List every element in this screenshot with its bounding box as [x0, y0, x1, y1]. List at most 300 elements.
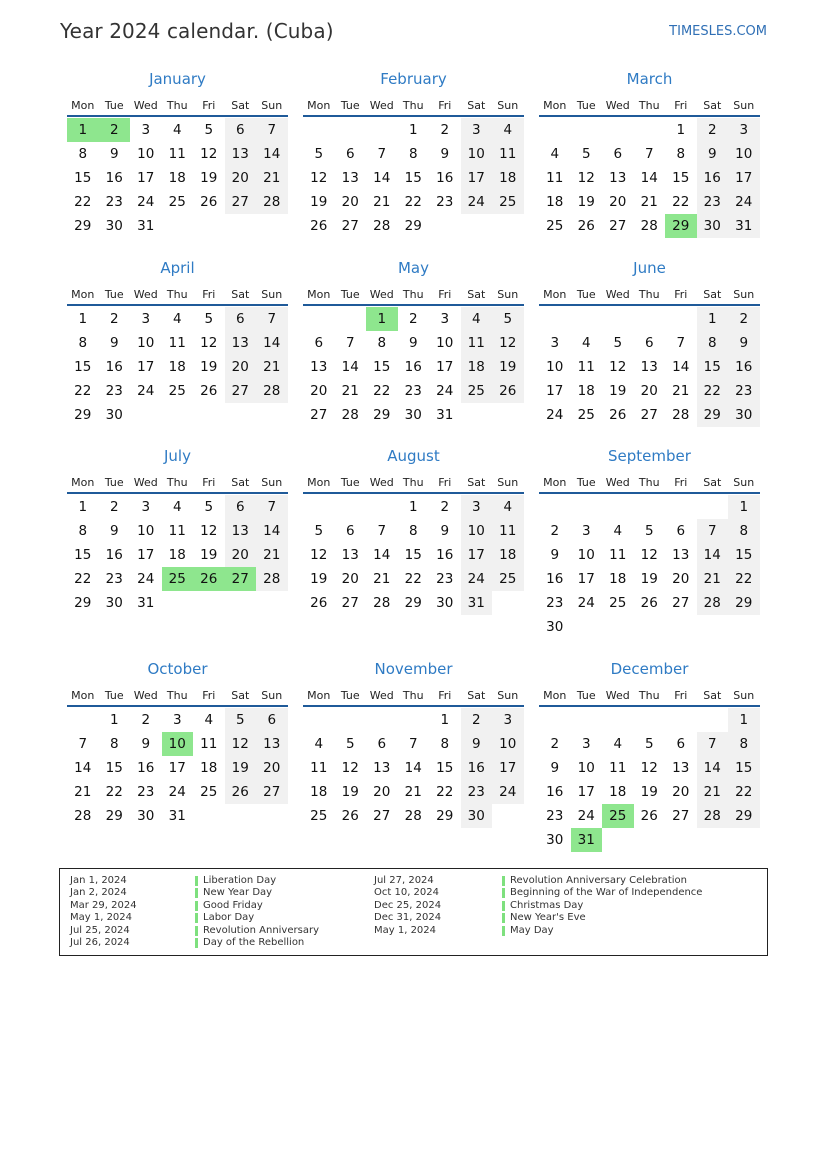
month-name: February — [380, 70, 447, 88]
day-cell: 30 — [697, 214, 729, 238]
day-cell: 24 — [577, 808, 595, 824]
weekday-label: Thu — [402, 288, 424, 301]
day-cell: 21 — [256, 166, 288, 190]
day-cell: 14 — [341, 359, 359, 375]
month-name: April — [160, 259, 195, 277]
day-cell: 27 — [672, 808, 690, 824]
day-cell: 16 — [697, 166, 729, 190]
weekday-label: Fri — [202, 288, 216, 301]
weekday-label: Thu — [166, 288, 188, 301]
day-cell: 24 — [436, 383, 454, 399]
day-cell: 8 — [408, 146, 418, 162]
weekday-label: Wed — [369, 476, 394, 489]
day-cell: 13 — [225, 331, 257, 355]
day-cell: 28 — [373, 218, 391, 234]
day-cell: 20 — [225, 166, 257, 190]
day-cell: 13 — [672, 760, 690, 776]
day-cell: 5 — [314, 146, 324, 162]
day-cell: 19 — [609, 383, 627, 399]
day-cell: 4 — [172, 122, 182, 138]
weekday-label: Sun — [733, 99, 755, 112]
day-cell: 6 — [256, 708, 288, 732]
weekday-label: Mon — [543, 288, 567, 301]
day-cell: 11 — [168, 523, 186, 539]
day-cell: 22 — [105, 784, 123, 800]
day-cell: 2 — [550, 523, 560, 539]
day-cell: 15 — [436, 760, 454, 776]
day-cell: 28 — [256, 379, 288, 403]
weekday-label: Sat — [467, 476, 486, 489]
day-cell: 6 — [314, 335, 324, 351]
legend-holiday-name: New Year's Eve — [502, 912, 702, 924]
weekday-label: Sat — [231, 476, 250, 489]
day-cell: 18 — [310, 784, 328, 800]
day-cell: 20 — [609, 194, 627, 210]
day-cell: 17 — [461, 166, 493, 190]
day-cell: 18 — [609, 571, 627, 587]
day-cell: 18 — [546, 194, 564, 210]
day-cell: 9 — [461, 732, 493, 756]
day-cell: 16 — [436, 547, 454, 563]
day-cell: 12 — [310, 170, 328, 186]
day-cell: 10 — [436, 335, 454, 351]
day-cell: 21 — [640, 194, 658, 210]
day-cell: 15 — [697, 355, 729, 379]
day-cell: 14 — [640, 170, 658, 186]
weekday-label: Thu — [638, 476, 660, 489]
day-cell: 29 — [728, 591, 760, 615]
day-cell: 8 — [440, 736, 450, 752]
weekday-header — [539, 474, 760, 494]
day-cell: 2 — [440, 122, 450, 138]
weekday-label: Mon — [307, 689, 331, 702]
day-cell: 31 — [137, 595, 155, 611]
day-cell: 26 — [341, 808, 359, 824]
weekday-header — [67, 687, 288, 707]
day-cell: 13 — [225, 142, 257, 166]
day-cell: 10 — [461, 519, 493, 543]
weekday-label: Fri — [202, 99, 216, 112]
day-cell: 20 — [640, 383, 658, 399]
weekday-label: Sun — [497, 99, 519, 112]
weekday-label: Sat — [703, 476, 722, 489]
day-cell: 20 — [672, 571, 690, 587]
day-cell: 4 — [492, 118, 524, 142]
day-cell: 30 — [105, 218, 123, 234]
day-cell: 5 — [644, 736, 654, 752]
day-cell: 29 — [404, 218, 422, 234]
day-cell: 25 — [577, 407, 595, 423]
day-cell: 27 — [341, 595, 359, 611]
weekday-label: Fri — [438, 476, 452, 489]
day-cell: 17 — [137, 170, 155, 186]
weekday-label: Thu — [166, 476, 188, 489]
day-cell: 18 — [461, 355, 493, 379]
day-cell: 15 — [105, 760, 123, 776]
weekday-label: Sun — [261, 476, 283, 489]
weekday-label: Tue — [576, 99, 596, 112]
day-cell: 21 — [404, 784, 422, 800]
day-cell: 30 — [728, 403, 760, 427]
day-cell: 19 — [640, 784, 658, 800]
weekday-label: Tue — [576, 476, 596, 489]
day-cell: 17 — [461, 543, 493, 567]
weekday-label: Sun — [733, 476, 755, 489]
day-cell: 14 — [697, 756, 729, 780]
day-cell: 4 — [314, 736, 324, 752]
day-cell: 24 — [461, 190, 493, 214]
legend-holiday-name: Christmas Day — [502, 900, 702, 912]
day-cell: 7 — [676, 335, 686, 351]
day-cell: 5 — [204, 122, 214, 138]
day-cell: 29 — [373, 407, 391, 423]
day-cell: 7 — [377, 523, 387, 539]
day-cell: 10 — [492, 732, 524, 756]
day-cell: 27 — [256, 780, 288, 804]
weekday-label: Fri — [438, 689, 452, 702]
day-cell: 23 — [436, 571, 454, 587]
day-cell: 30 — [105, 407, 123, 423]
legend-date: May 1, 2024 — [374, 924, 437, 936]
day-cell: 1 — [408, 122, 418, 138]
day-cell: 14 — [697, 543, 729, 567]
day-cell: 3 — [492, 708, 524, 732]
day-cell: 3 — [172, 712, 182, 728]
weekday-label: Wed — [369, 99, 394, 112]
day-cell: 12 — [200, 146, 218, 162]
day-cell: 27 — [672, 595, 690, 611]
day-cell: 17 — [577, 571, 595, 587]
legend-date: Oct 10, 2024 — [374, 887, 439, 899]
weekday-label: Sat — [231, 689, 250, 702]
day-cell: 13 — [640, 359, 658, 375]
day-cell: 29 — [105, 808, 123, 824]
weekday-label: Wed — [605, 288, 630, 301]
day-cell: 3 — [440, 311, 450, 327]
day-cell: 26 — [200, 194, 218, 210]
day-cell: 14 — [373, 547, 391, 563]
day-cell: 28 — [256, 190, 288, 214]
day-cell: 27 — [341, 218, 359, 234]
weekday-header — [67, 474, 288, 494]
day-cell: 22 — [672, 194, 690, 210]
month-name: December — [610, 660, 689, 678]
weekday-label: Sat — [467, 288, 486, 301]
day-cell: 12 — [341, 760, 359, 776]
day-cell: 23 — [137, 784, 155, 800]
day-cell: 14 — [256, 519, 288, 543]
day-cell: 5 — [644, 523, 654, 539]
day-cell: 5 — [345, 736, 355, 752]
legend-holiday-name: Beginning of the War of Independence — [502, 887, 702, 899]
day-cell: 16 — [461, 756, 493, 780]
day-cell: 14 — [404, 760, 422, 776]
weekday-label: Thu — [166, 99, 188, 112]
legend-names-column-1 — [195, 875, 319, 949]
day-cell: 7 — [644, 146, 654, 162]
day-cell: 5 — [581, 146, 591, 162]
day-cell: 6 — [225, 118, 257, 142]
day-cell: 3 — [728, 118, 760, 142]
day-cell: 6 — [345, 523, 355, 539]
day-cell: 2 — [109, 311, 119, 327]
legend-date: Jan 2, 2024 — [70, 887, 127, 899]
day-cell: 7 — [256, 307, 288, 331]
day-cell: 4 — [172, 499, 182, 515]
day-cell: 27 — [225, 190, 257, 214]
day-cell: 11 — [546, 170, 564, 186]
weekday-label: Tue — [104, 689, 124, 702]
weekday-label: Thu — [402, 476, 424, 489]
day-cell: 10 — [577, 760, 595, 776]
day-cell: 1 — [78, 499, 88, 515]
day-cell: 4 — [492, 495, 524, 519]
month-name: January — [149, 70, 206, 88]
day-cell: 23 — [105, 383, 123, 399]
weekday-label: Sun — [261, 288, 283, 301]
day-cell: 21 — [697, 780, 729, 804]
weekday-label: Sun — [733, 288, 755, 301]
day-cell: 13 — [225, 519, 257, 543]
weekday-label: Wed — [133, 689, 158, 702]
legend-dates-column-2 — [374, 875, 441, 937]
weekday-label: Fri — [438, 99, 452, 112]
day-cell: 12 — [640, 547, 658, 563]
day-cell: 8 — [78, 335, 88, 351]
day-cell: 26 — [577, 218, 595, 234]
weekday-header — [303, 687, 524, 707]
weekday-label: Wed — [369, 288, 394, 301]
weekday-label: Wed — [133, 288, 158, 301]
day-cell: 25 — [200, 784, 218, 800]
day-cell: 8 — [377, 335, 387, 351]
day-cell: 11 — [609, 760, 627, 776]
legend-holiday-name: Day of the Rebellion — [195, 937, 319, 949]
day-cell: 8 — [78, 146, 88, 162]
holiday-day-cell: 1 — [366, 307, 398, 331]
day-cell: 1 — [78, 311, 88, 327]
legend-date: Jul 25, 2024 — [70, 924, 130, 936]
day-cell: 3 — [141, 311, 151, 327]
weekday-header — [67, 286, 288, 306]
day-cell: 28 — [373, 595, 391, 611]
day-cell: 19 — [640, 571, 658, 587]
day-cell: 25 — [492, 567, 524, 591]
day-cell: 4 — [461, 307, 493, 331]
day-cell: 24 — [137, 571, 155, 587]
day-cell: 30 — [436, 595, 454, 611]
day-cell: 24 — [546, 407, 564, 423]
day-cell: 25 — [168, 383, 186, 399]
weekday-label: Thu — [402, 99, 424, 112]
day-cell: 31 — [436, 407, 454, 423]
day-cell: 30 — [137, 808, 155, 824]
weekday-label: Sat — [231, 99, 250, 112]
day-cell: 30 — [546, 619, 564, 635]
day-cell: 5 — [204, 499, 214, 515]
day-cell: 21 — [341, 383, 359, 399]
day-cell: 25 — [168, 194, 186, 210]
weekday-label: Mon — [307, 99, 331, 112]
day-cell: 26 — [609, 407, 627, 423]
day-cell: 19 — [310, 571, 328, 587]
day-cell: 29 — [404, 595, 422, 611]
day-cell: 9 — [440, 146, 450, 162]
legend-holiday-name: Revolution Anniversary Celebration — [502, 875, 702, 887]
day-cell: 12 — [225, 732, 257, 756]
day-cell: 31 — [461, 591, 493, 615]
day-cell: 8 — [109, 736, 119, 752]
day-cell: 3 — [581, 523, 591, 539]
day-cell: 18 — [168, 170, 186, 186]
day-cell: 8 — [676, 146, 686, 162]
weekday-label: Fri — [674, 99, 688, 112]
day-cell: 28 — [341, 407, 359, 423]
day-cell: 11 — [168, 335, 186, 351]
day-cell: 25 — [609, 595, 627, 611]
month-name: October — [147, 660, 208, 678]
weekday-label: Tue — [340, 288, 360, 301]
weekday-label: Wed — [133, 99, 158, 112]
day-cell: 30 — [105, 595, 123, 611]
day-cell: 22 — [728, 780, 760, 804]
holiday-day-cell: 27 — [225, 567, 257, 591]
day-cell: 2 — [550, 736, 560, 752]
weekday-label: Sun — [261, 689, 283, 702]
day-cell: 16 — [546, 784, 564, 800]
day-cell: 13 — [310, 359, 328, 375]
legend-date: Jul 26, 2024 — [70, 936, 130, 948]
day-cell: 22 — [697, 379, 729, 403]
day-cell: 22 — [74, 571, 92, 587]
legend-holiday-name: May Day — [502, 925, 702, 937]
day-cell: 7 — [377, 146, 387, 162]
weekday-label: Tue — [104, 288, 124, 301]
day-cell: 26 — [492, 379, 524, 403]
day-cell: 16 — [728, 355, 760, 379]
day-cell: 9 — [109, 146, 119, 162]
day-cell: 11 — [200, 736, 218, 752]
day-cell: 12 — [310, 547, 328, 563]
day-cell: 20 — [225, 355, 257, 379]
day-cell: 8 — [408, 523, 418, 539]
day-cell: 30 — [404, 407, 422, 423]
weekday-label: Mon — [307, 476, 331, 489]
day-cell: 17 — [546, 383, 564, 399]
day-cell: 22 — [728, 567, 760, 591]
day-cell: 28 — [697, 591, 729, 615]
day-cell: 31 — [168, 808, 186, 824]
day-cell: 6 — [613, 146, 623, 162]
weekday-label: Wed — [605, 476, 630, 489]
day-cell: 6 — [225, 307, 257, 331]
weekday-header — [539, 97, 760, 117]
day-cell: 6 — [644, 335, 654, 351]
day-cell: 3 — [461, 495, 493, 519]
day-cell: 15 — [728, 756, 760, 780]
day-cell: 19 — [310, 194, 328, 210]
day-cell: 22 — [74, 383, 92, 399]
day-cell: 10 — [137, 146, 155, 162]
legend-holiday-name: Good Friday — [195, 900, 319, 912]
legend-date: Jul 27, 2024 — [374, 875, 434, 886]
day-cell: 8 — [728, 519, 760, 543]
day-cell: 23 — [546, 808, 564, 824]
weekday-label: Mon — [543, 689, 567, 702]
day-cell: 17 — [137, 359, 155, 375]
day-cell: 1 — [676, 122, 686, 138]
day-cell: 14 — [373, 170, 391, 186]
day-cell: 23 — [546, 595, 564, 611]
day-cell: 8 — [78, 523, 88, 539]
day-cell: 9 — [141, 736, 151, 752]
day-cell: 13 — [341, 170, 359, 186]
legend-date: Dec 25, 2024 — [374, 899, 442, 911]
weekday-label: Wed — [369, 689, 394, 702]
day-cell: 3 — [581, 736, 591, 752]
day-cell: 6 — [345, 146, 355, 162]
day-cell: 10 — [728, 142, 760, 166]
month-name: March — [626, 70, 673, 88]
weekday-label: Fri — [674, 689, 688, 702]
day-cell: 18 — [200, 760, 218, 776]
day-cell: 10 — [546, 359, 564, 375]
day-cell: 24 — [728, 190, 760, 214]
day-cell: 4 — [172, 311, 182, 327]
day-cell: 25 — [310, 808, 328, 824]
legend-dates-column-1 — [70, 875, 137, 949]
weekday-label: Tue — [576, 288, 596, 301]
day-cell: 16 — [404, 359, 422, 375]
day-cell: 28 — [640, 218, 658, 234]
day-cell: 4 — [613, 736, 623, 752]
day-cell: 7 — [697, 732, 729, 756]
day-cell: 29 — [697, 403, 729, 427]
day-cell: 18 — [168, 359, 186, 375]
day-cell: 9 — [109, 335, 119, 351]
day-cell: 20 — [256, 756, 288, 780]
day-cell: 23 — [404, 383, 422, 399]
day-cell: 26 — [200, 383, 218, 399]
weekday-label: Mon — [543, 476, 567, 489]
weekday-header — [539, 286, 760, 306]
day-cell: 11 — [492, 142, 524, 166]
weekday-label: Sun — [497, 689, 519, 702]
weekday-label: Thu — [638, 288, 660, 301]
weekday-label: Sun — [497, 288, 519, 301]
day-cell: 31 — [137, 218, 155, 234]
day-cell: 27 — [640, 407, 658, 423]
weekday-label: Tue — [576, 689, 596, 702]
day-cell: 11 — [310, 760, 328, 776]
site-link[interactable]: TIMESLES.COM — [669, 24, 767, 39]
day-cell: 23 — [436, 194, 454, 210]
weekday-label: Mon — [307, 288, 331, 301]
day-cell: 13 — [609, 170, 627, 186]
day-cell: 4 — [204, 712, 214, 728]
day-cell: 24 — [577, 595, 595, 611]
day-cell: 3 — [461, 118, 493, 142]
weekday-label: Tue — [104, 99, 124, 112]
day-cell: 21 — [697, 567, 729, 591]
day-cell: 21 — [373, 571, 391, 587]
legend-holiday-name: New Year Day — [195, 887, 319, 899]
month-name: August — [387, 447, 440, 465]
holiday-day-cell: 26 — [193, 567, 225, 591]
day-cell: 2 — [440, 499, 450, 515]
weekday-label: Thu — [166, 689, 188, 702]
day-cell: 15 — [404, 547, 422, 563]
